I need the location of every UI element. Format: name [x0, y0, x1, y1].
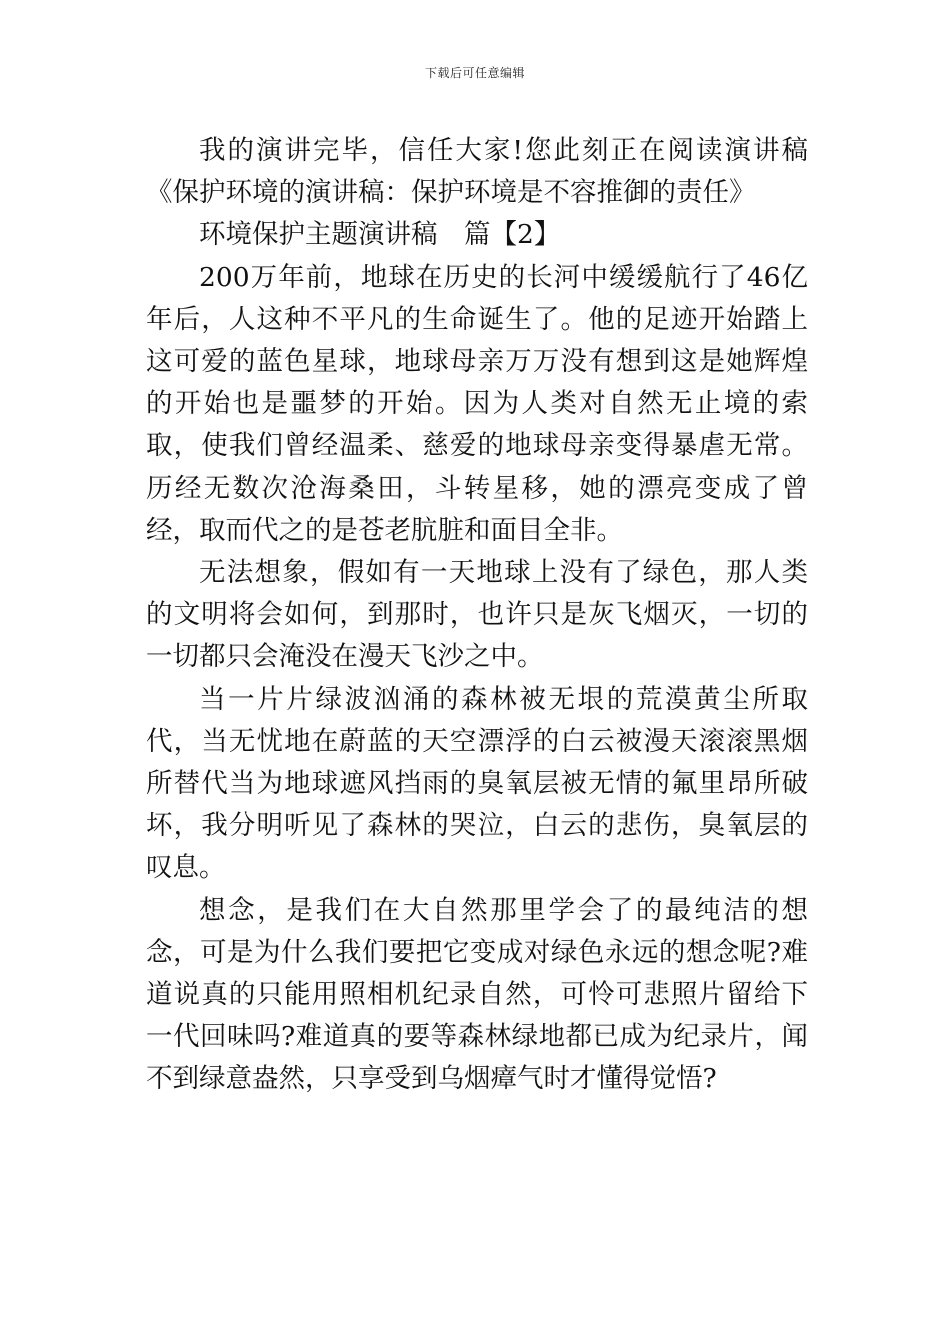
paragraph-longing: 想念，是我们在大自然那里学会了的最纯洁的想念，可是为什么我们要把它变成对绿色永远的想念呢?难道说真的只能用照相机纪录自然，可怜可悲照片留给下一代回味吗?难道真的要等森林绿地都已成为纪录片，闻不到绿意盎然，只享受到乌烟瘴气时才懂得觉悟? [146, 894, 808, 1095]
paragraph-forest: 当一片片绿波汹涌的森林被无垠的荒漠黄尘所取代，当无忧地在蔚蓝的天空漂浮的白云被漫天滚滚黑烟所替代当为地球遮风挡雨的臭氧层被无情的氟里昂所破坏，我分明听见了森林的哭泣，白云的悲伤，臭氧层的叹息。 [146, 683, 808, 884]
section-heading: 环境保护主题演讲稿 篇【2】 [199, 219, 561, 251]
paragraph-imagine: 无法想象，假如有一天地球上没有了绿色，那人类的文明将会如何，到那时，也许只是灰飞烟灭，一切的一切都只会淹没在漫天飞沙之中。 [146, 557, 808, 673]
page-header-note: 下载后可任意编辑 [424, 66, 525, 80]
document-body [146, 130, 808, 1101]
paragraph-history: 200万年前，地球在历史的长河中缓缓航行了46亿年后，人这种不平凡的生命诞生了。他的足迹开始踏上这可爱的蓝色星球，地球母亲万万没有想到这是她辉煌的开始也是噩梦的开始。因为人类对自然无止境的索取，使我们曾经温柔、慈爱的地球母亲变得暴虐无常。历经无数次沧海桑田，斗转星移，她的漂亮变成了曾经，取而代之的是苍老肮脏和面目全非。 [146, 261, 808, 546]
paragraph-closing: 我的演讲完毕，信任大家!您此刻正在阅读演讲稿《保护环境的演讲稿：保护环境是不容推御的责任》 [146, 135, 808, 209]
